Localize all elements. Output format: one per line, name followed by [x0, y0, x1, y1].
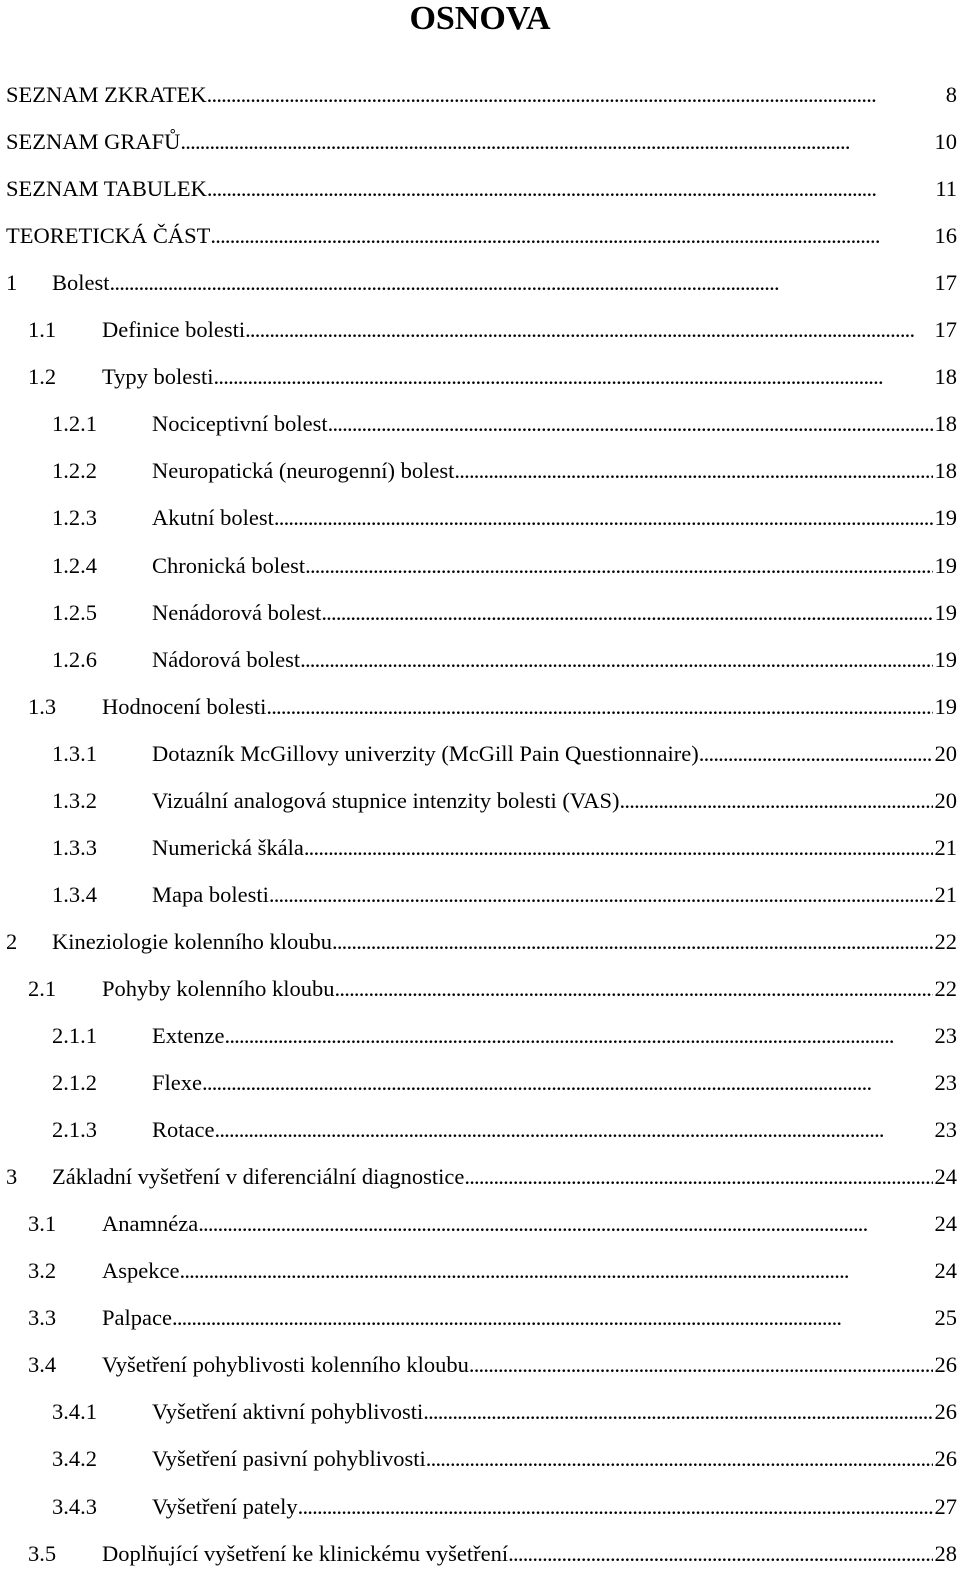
toc-entry-label: SEZNAM ZKRATEK — [6, 82, 207, 107]
toc-entry-page-number: 18 — [934, 364, 957, 390]
toc-dot-leader — [328, 409, 933, 439]
toc-entry-page-number: 19 — [934, 552, 957, 578]
toc-entry-page-number: 24 — [934, 1258, 957, 1284]
toc-dot-leader — [423, 1397, 932, 1427]
toc-dot-leader — [321, 598, 932, 628]
toc-entry-label: Nenádorová bolest — [152, 599, 322, 625]
toc-entry[interactable] — [52, 409, 958, 439]
toc-entry-page-number: 16 — [934, 223, 957, 249]
toc-entry[interactable] — [52, 1115, 958, 1145]
toc-entry-label: Kineziologie kolenního kloubu — [52, 928, 332, 954]
toc-entry-number: 3.4.1 — [52, 1399, 97, 1425]
toc-entry[interactable] — [52, 1444, 958, 1474]
toc-entry-number: 1.2.5 — [52, 599, 97, 625]
toc-entry[interactable] — [28, 1209, 958, 1239]
toc-entry[interactable] — [52, 503, 958, 533]
toc-entry-page-number: 19 — [934, 646, 957, 672]
toc-entry[interactable] — [28, 1350, 958, 1380]
toc-entry-number: 3.4 — [28, 1352, 57, 1378]
toc-entry[interactable] — [52, 739, 958, 769]
toc-entry-label: Rotace — [152, 1117, 215, 1143]
toc-entry[interactable] — [52, 833, 958, 863]
toc-entry[interactable] — [52, 645, 958, 675]
toc-entry-number: 2.1.1 — [52, 1023, 97, 1048]
toc-entry[interactable] — [6, 174, 958, 204]
toc-dot-leader — [332, 927, 933, 957]
toc-dot-leader — [298, 1492, 933, 1522]
toc-entry-label: Vyšetření pately — [152, 1493, 298, 1519]
toc-entry-page-number: 24 — [934, 1211, 957, 1237]
toc-entry-label: Doplňující vyšetření ke klinickému vyšetření — [102, 1540, 509, 1566]
toc-dot-leader — [335, 974, 933, 1004]
toc-entry-page-number: 10 — [934, 129, 957, 155]
toc-entry-label: SEZNAM TABULEK — [6, 176, 207, 202]
toc-entry-label: TEORETICKÁ ČÁST — [6, 223, 211, 249]
toc-entry-label: Vizuální analogová stupnice intenzity bolesti (VAS) — [152, 787, 620, 813]
toc-dot-leader — [426, 1444, 933, 1474]
toc-dot-leader — [172, 1303, 933, 1333]
toc-entry[interactable] — [6, 268, 958, 298]
toc-dot-leader — [274, 503, 933, 533]
toc-entry-label: Definice bolesti — [102, 317, 246, 343]
toc-entry-number: 3.4.2 — [52, 1446, 97, 1472]
toc-dot-leader — [214, 362, 933, 392]
toc-entry-page-number: 19 — [934, 505, 957, 531]
toc-entry-label: Nádorová bolest — [152, 646, 301, 672]
toc-dot-leader — [304, 833, 933, 863]
toc-dot-leader — [305, 551, 932, 581]
toc-entry-label: Bolest — [52, 270, 110, 296]
toc-entry[interactable] — [6, 127, 958, 157]
page-title: OSNOVA — [409, 0, 551, 37]
toc-entry-page-number: 19 — [934, 693, 957, 719]
toc-dot-leader — [207, 80, 944, 110]
toc-entry-number: 1.2.1 — [52, 411, 97, 437]
toc-entry-page-number: 21 — [934, 881, 957, 907]
toc-entry-label: Numerická škála — [152, 834, 304, 860]
toc-entry[interactable] — [52, 880, 958, 910]
toc-entry-page-number: 22 — [934, 975, 957, 1001]
toc-entry-page-number: 24 — [934, 1164, 957, 1190]
toc-entry-page-number: 20 — [934, 787, 957, 813]
toc-entry-label: Chronická bolest — [152, 552, 306, 578]
toc-entry-page-number: 8 — [945, 82, 957, 107]
toc-dot-leader — [207, 174, 933, 204]
toc-entry-page-number: 28 — [934, 1540, 957, 1566]
toc-entry-number: 2 — [6, 928, 18, 954]
toc-entry-page-number: 18 — [934, 411, 957, 437]
toc-entry[interactable] — [28, 1539, 958, 1569]
toc-entry-page-number: 25 — [934, 1305, 957, 1331]
toc-entry-label: Vyšetření pasivní pohyblivosti — [152, 1446, 426, 1472]
toc-entry-label: Typy bolesti — [102, 364, 214, 390]
toc-dot-leader — [266, 692, 932, 722]
toc-dot-leader — [508, 1539, 932, 1569]
toc-entry-number: 1.2.4 — [52, 552, 97, 578]
toc-entry-page-number: 21 — [934, 834, 957, 860]
toc-entry[interactable] — [6, 221, 958, 251]
toc-entry-number: 1.2.3 — [52, 505, 97, 531]
toc-entry[interactable] — [52, 456, 958, 486]
toc-entry-label: Základní vyšetření v diferenciální diagnostice — [52, 1164, 465, 1190]
toc-entry[interactable] — [52, 1021, 958, 1051]
toc-dot-leader — [300, 645, 932, 675]
toc-entry-page-number: 23 — [934, 1117, 957, 1143]
toc-entry-label: Pohyby kolenního kloubu — [102, 975, 335, 1001]
toc-entry[interactable] — [52, 598, 958, 628]
toc-entry-label: Akutní bolest — [152, 505, 274, 531]
toc-entry[interactable] — [28, 1303, 958, 1333]
toc-entry-number: 1.1 — [28, 317, 57, 343]
toc-dot-leader — [214, 1115, 932, 1145]
toc-entry-page-number: 26 — [934, 1446, 957, 1472]
toc-entry-page-number: 17 — [934, 317, 957, 343]
toc-entry-number: 1.2.2 — [52, 458, 97, 484]
toc-dot-leader — [179, 1256, 932, 1286]
toc-entry-label: Neuropatická (neurogenní) bolest — [152, 458, 455, 484]
toc-entry-number: 2.1.3 — [52, 1117, 97, 1143]
toc-entry-label: Nociceptivní bolest — [152, 411, 328, 437]
toc-entry-page-number: 20 — [934, 740, 957, 766]
toc-entry[interactable] — [52, 551, 958, 581]
toc-entry[interactable] — [52, 786, 958, 816]
toc-entry[interactable] — [52, 1397, 958, 1427]
toc-entry-page-number: 22 — [934, 928, 957, 954]
toc-entry[interactable] — [6, 1162, 958, 1192]
toc-entry-label: Vyšetření pohyblivosti kolenního kloubu — [102, 1352, 469, 1378]
toc-entry[interactable] — [6, 927, 958, 957]
toc-entry[interactable] — [28, 315, 958, 345]
toc-entry-page-number: 17 — [934, 270, 957, 296]
toc-entry-number: 1.3.3 — [52, 834, 97, 860]
toc-entry-label: Vyšetření aktivní pohyblivosti — [152, 1399, 424, 1425]
toc-dot-leader — [699, 739, 933, 769]
toc-entry[interactable] — [28, 362, 958, 392]
toc-dot-leader — [202, 1068, 933, 1098]
toc-entry-page-number: 19 — [934, 599, 957, 625]
toc-entry-page-number: 23 — [934, 1070, 957, 1096]
toc-entry-page-number: 11 — [935, 176, 957, 202]
toc-dot-leader — [198, 1209, 932, 1239]
toc-entry-number: 1.3 — [28, 693, 57, 719]
toc-entry-label: Dotazník McGillovy univerzity (McGill Pain Questionnaire) — [152, 740, 699, 766]
toc-entry-label: Extenze — [152, 1023, 225, 1048]
toc-entry-number: 3 — [6, 1164, 18, 1190]
toc-entry-label: Aspekce — [102, 1258, 180, 1284]
toc-entry[interactable] — [6, 80, 958, 110]
toc-entry-label: Flexe — [152, 1070, 202, 1096]
toc-entry-number: 3.5 — [28, 1540, 57, 1566]
toc-entry-number: 2.1 — [28, 975, 57, 1001]
toc-dot-leader — [180, 127, 932, 157]
toc-entry-number: 3.3 — [28, 1305, 57, 1331]
toc-dot-leader — [110, 268, 933, 298]
toc-entry-page-number: 26 — [934, 1399, 957, 1425]
toc-entry-page-number: 23 — [934, 1023, 957, 1048]
toc-entry-number: 3.4.3 — [52, 1493, 97, 1519]
toc-entry-number: 1 — [6, 270, 18, 296]
toc-entry-number: 1.2 — [28, 364, 57, 390]
toc-entry-page-number: 26 — [934, 1352, 957, 1378]
toc-dot-leader — [620, 786, 933, 816]
toc-dot-leader — [245, 315, 932, 345]
toc-entry-number: 1.3.1 — [52, 740, 97, 766]
toc-entry-number: 3.2 — [28, 1258, 57, 1284]
toc-entry-label: SEZNAM GRAFŮ — [6, 129, 181, 155]
toc-dot-leader — [224, 1021, 932, 1051]
toc-dot-leader — [469, 1350, 933, 1380]
toc-entry-label: Mapa bolesti — [152, 881, 269, 907]
toc-entry-label: Hodnocení bolesti — [102, 693, 267, 719]
toc-entry-label: Anamnéza — [102, 1211, 199, 1237]
toc-entry[interactable] — [28, 974, 958, 1004]
toc-dot-leader — [210, 221, 932, 251]
toc-entry-number: 2.1.2 — [52, 1070, 97, 1096]
toc-entry[interactable] — [28, 692, 958, 722]
toc-entry[interactable] — [52, 1068, 958, 1098]
toc-dot-leader — [454, 456, 932, 486]
toc-entry-number: 1.3.4 — [52, 881, 97, 907]
toc-entry[interactable] — [28, 1256, 958, 1286]
toc-entry-number: 3.1 — [28, 1211, 57, 1237]
toc-entry-number: 1.3.2 — [52, 787, 97, 813]
toc-entry-number: 1.2.6 — [52, 646, 97, 672]
toc-entry[interactable] — [52, 1492, 958, 1522]
toc-entry-page-number: 18 — [934, 458, 957, 484]
toc-dot-leader — [269, 880, 933, 910]
toc-entry-label: Palpace — [102, 1305, 172, 1331]
toc-dot-leader — [464, 1162, 932, 1192]
toc-entry-page-number: 27 — [934, 1493, 957, 1519]
